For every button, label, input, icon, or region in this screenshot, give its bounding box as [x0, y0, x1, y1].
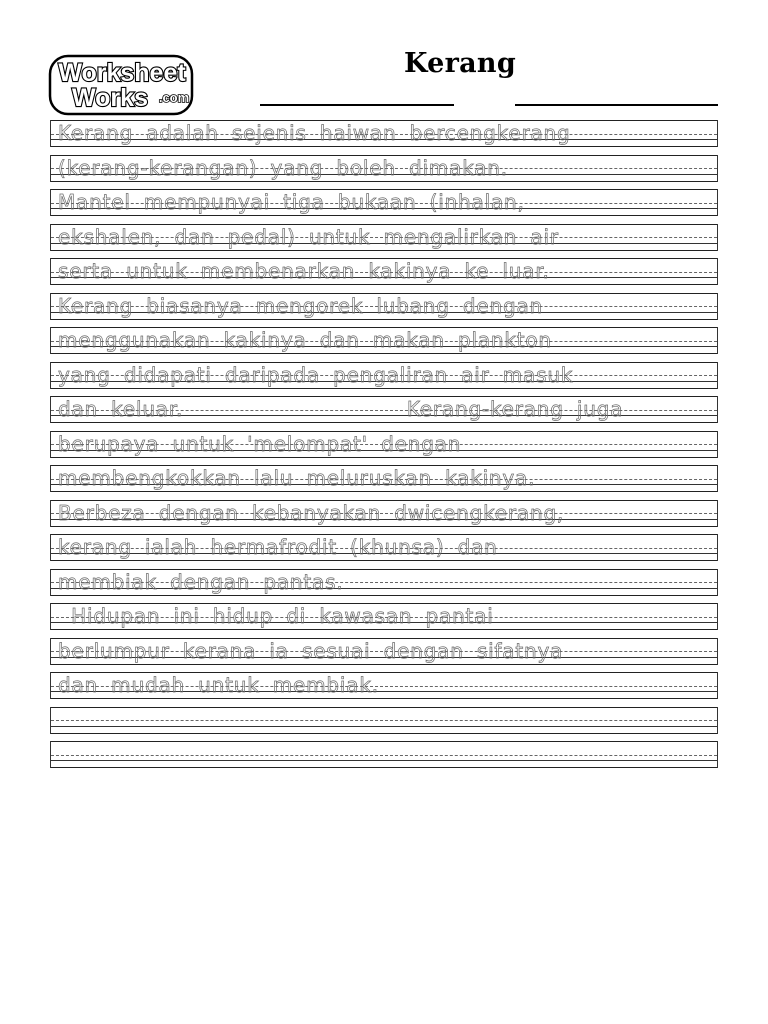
- guide-line-bot: [51, 388, 717, 389]
- guide-line-bot: [51, 664, 717, 665]
- guide-line-bot: [51, 629, 717, 630]
- guide-line-bot: [51, 215, 717, 216]
- writing-row: [50, 258, 718, 285]
- handwriting-practice-rows: [50, 120, 718, 776]
- writing-row: [50, 120, 718, 147]
- writing-row: [50, 672, 718, 699]
- writing-row: [50, 603, 718, 630]
- writing-row: [50, 569, 718, 596]
- writing-row: [50, 741, 718, 768]
- logo-text-bottom: Works: [72, 84, 148, 112]
- trace-text: dan keluar. Kerang-kerang juga: [58, 397, 624, 421]
- guide-line-bot: [51, 526, 717, 527]
- trace-text: Kerang biasanya mengorek lubang dengan: [58, 293, 543, 318]
- writing-row: [50, 500, 718, 527]
- guide-line-bot: [51, 698, 717, 699]
- writing-row: [50, 638, 718, 665]
- guide-line-base: [51, 760, 717, 761]
- trace-text: membiak dengan pantas.: [58, 569, 344, 594]
- trace-text: Mantel mempunyai tiga bukaan (inhalan,: [58, 190, 525, 214]
- trace-text: dan mudah untuk membiak.: [58, 673, 379, 697]
- writing-row: [50, 155, 718, 182]
- trace-text: ekshalen, dan pedal) untuk mengalirkan air: [58, 224, 559, 249]
- date-blank-line: [515, 104, 718, 106]
- guide-line-bot: [51, 560, 717, 561]
- writing-row: [50, 224, 718, 251]
- trace-text: membengkokkan lalu meluruskan kakinya.: [58, 466, 536, 490]
- writing-row: [50, 293, 718, 320]
- guide-line-bot: [51, 767, 717, 768]
- guide-line-top: [51, 741, 717, 742]
- guide-line-mid: [51, 720, 717, 721]
- writing-row: [50, 707, 718, 734]
- logo-text-top: Worksheet: [58, 59, 186, 87]
- guide-line-bot: [51, 491, 717, 492]
- trace-text: serta untuk membenarkan kakinya ke luar.: [58, 259, 550, 283]
- page-title: Kerang: [403, 48, 517, 79]
- writing-row: [50, 189, 718, 216]
- guide-line-bot: [51, 595, 717, 596]
- trace-text: kerang ialah hermafrodit (khunsa) dan: [58, 535, 498, 559]
- writing-row: [50, 534, 718, 561]
- guide-line-top: [51, 707, 717, 708]
- guide-line-bot: [51, 422, 717, 423]
- trace-text: Berbeza dengan kebanyakan dwicengkerang,: [58, 500, 565, 525]
- writing-row: [50, 362, 718, 389]
- writing-row: [50, 431, 718, 458]
- guide-line-bot: [51, 284, 717, 285]
- trace-text: berlumpur kerana ia sesuai dengan sifatnya: [58, 638, 564, 663]
- guide-line-mid: [51, 755, 717, 756]
- guide-line-bot: [51, 250, 717, 251]
- guide-line-bot: [51, 457, 717, 458]
- logo-suffix: .com: [158, 90, 190, 105]
- guide-line-bot: [51, 181, 717, 182]
- worksheetworks-logo: [48, 52, 198, 118]
- writing-row: [50, 327, 718, 354]
- guide-line-bot: [51, 319, 717, 320]
- trace-text: Kerang adalah sejenis haiwan bercengkerang: [58, 121, 571, 145]
- name-blank-line: [260, 104, 454, 106]
- writing-row: [50, 396, 718, 423]
- trace-text: berupaya untuk 'melompat' dengan: [58, 431, 462, 456]
- logo-graphic: [48, 52, 198, 118]
- guide-line-bot: [51, 353, 717, 354]
- guide-line-bot: [51, 146, 717, 147]
- trace-text: Hidupan ini hidup di kawasan pantai: [58, 604, 494, 628]
- guide-line-bot: [51, 733, 717, 734]
- trace-text: menggunakan kakinya dan makan plankton: [58, 328, 552, 352]
- trace-text: (kerang-kerangan) yang boleh dimakan.: [58, 155, 508, 180]
- trace-text: yang didapati daripada pengaliran air masuk: [58, 362, 574, 387]
- writing-row: [50, 465, 718, 492]
- guide-line-base: [51, 726, 717, 727]
